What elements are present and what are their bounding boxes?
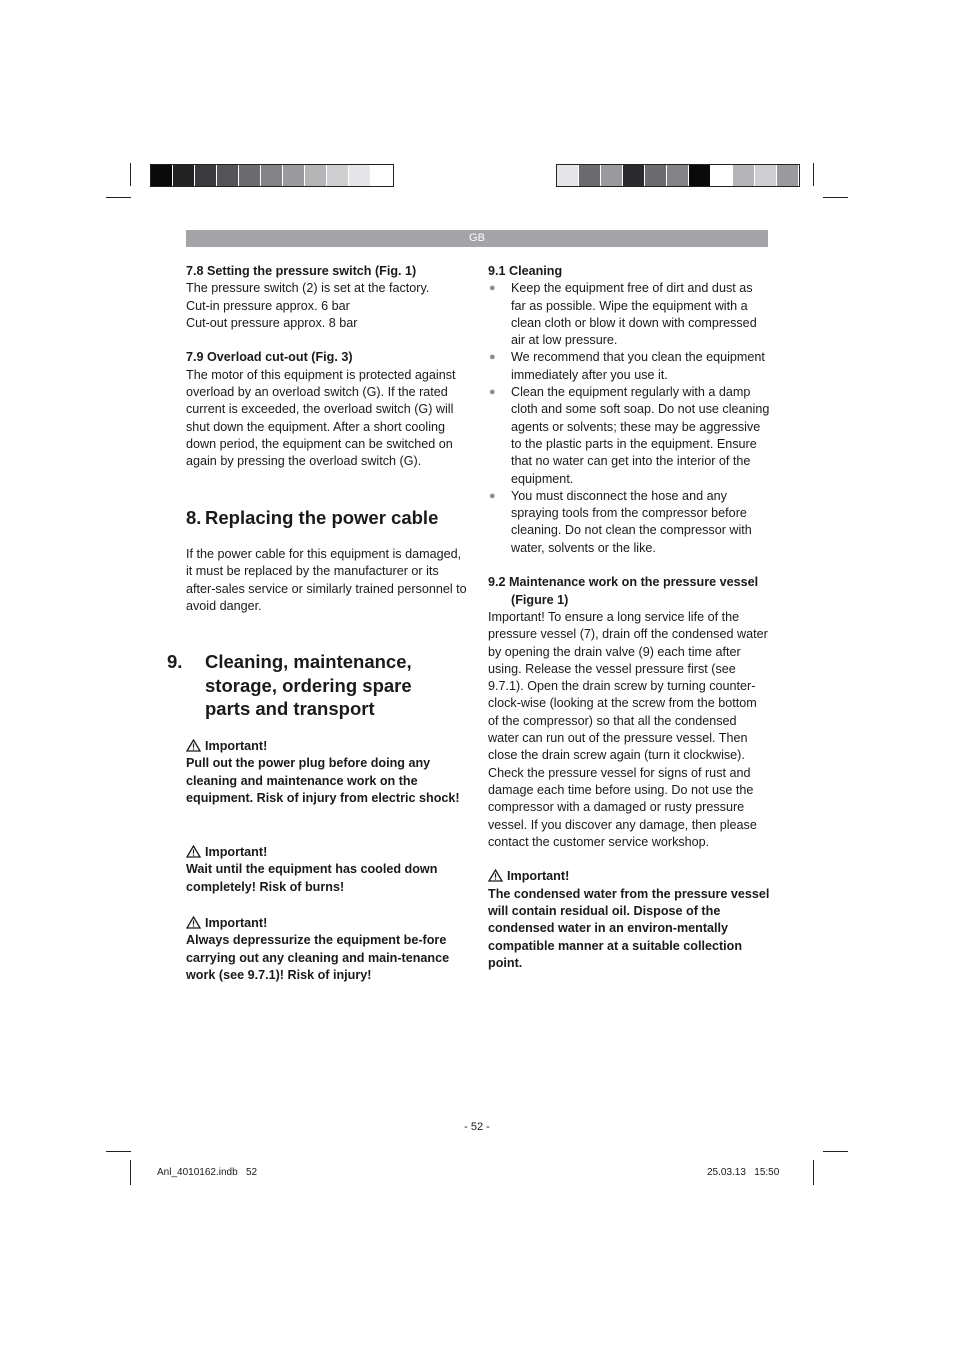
color-swatch — [755, 165, 777, 186]
file-name: Anl_4010162.indb 52 — [157, 1167, 258, 1178]
color-calibration-bar-right — [556, 164, 800, 187]
print-date: 25.03.13 15:50 — [707, 1167, 780, 1178]
color-swatch — [261, 165, 283, 186]
warning-heading: Important! — [488, 868, 770, 885]
crop-mark — [823, 197, 848, 198]
color-swatch — [371, 165, 393, 186]
crop-mark — [106, 1151, 131, 1152]
color-swatch — [557, 165, 579, 186]
warning-heading: Important! — [186, 844, 468, 861]
warning-block — [488, 868, 770, 972]
color-swatch — [173, 165, 195, 186]
paragraph: The motor of this equipment is protected against overload by an overload switch (G). If the rated current is exceeded, the overload switch (G) will shut down the equipment. After a short cooling down period, the equipment can be switched on again by pressing the overload switch (G). — [186, 367, 456, 469]
paragraph: Cut-in pressure approx. 6 bar — [186, 298, 350, 313]
right-column — [488, 263, 770, 972]
section-7-9-heading: 7.9 Overload cut-out (Fig. 3) — [186, 350, 353, 365]
color-swatch — [623, 165, 645, 186]
color-swatch — [283, 165, 305, 186]
section-9-heading: 9. Cleaning, maintenance, storage, ordering spare parts and transport — [167, 651, 412, 719]
warning-icon — [186, 845, 201, 858]
warning-text: Pull out the power plug before doing any cleaning and maintenance work on the equipment. Risk of injury from electric shock! — [186, 756, 460, 805]
warning-icon — [186, 916, 201, 929]
cleaning-list — [488, 280, 770, 557]
list-item: ● Clean the equipment regularly with a damp cloth and some soft soap. Do not use cleaning agents or solvents; these may be aggressive to the plastic parts in the equipment. Ensure that no water can get into the interior of the equipment. — [489, 385, 770, 486]
list-item: ● We recommend that you clean the equipment immediately after you use it. — [489, 350, 765, 382]
list-item: ● You must disconnect the hose and any spraying tools from the compressor before cleaning. Do not clean the compressor with water, solvents or the like. — [489, 488, 752, 555]
warning-heading: Important! — [186, 738, 468, 755]
paragraph: If the power cable for this equipment is damaged, it must be replaced by the manufacturer or its after-sales service or similarly trained personnel to avoid danger. — [186, 547, 467, 613]
color-calibration-bar-left — [150, 164, 394, 187]
crop-mark — [823, 1151, 848, 1152]
color-swatch — [733, 165, 755, 186]
warning-block — [186, 844, 468, 896]
section-8-heading: 8. Replacing the power cable — [186, 507, 439, 528]
crop-mark — [813, 1160, 814, 1185]
color-swatch — [777, 165, 799, 186]
color-swatch — [349, 165, 371, 186]
bullet-icon: ● — [489, 282, 496, 295]
section-9 — [167, 650, 456, 721]
crop-mark — [813, 163, 814, 186]
color-swatch — [645, 165, 667, 186]
paragraph: Important! To ensure a long service life of the pressure vessel (7), drain off the condensed water by opening the drain valve (9) each time after using. Release the vessel pressure first (see 9.7.1). Open the drain screw by turning counter-clock-wise (looking at the screw from the bottom of the compressor) so that all the condensed water can run out of the pressure vessel. Then close the drain screw again (turn it clockwise). Check the pressure vessel for signs of rust and damage each time before using. Do not use the compressor with a damaged or rusty pressure vessel. If you discover any damage, then please contact the customer service workshop. — [488, 609, 768, 849]
bullet-icon: ● — [489, 489, 496, 502]
color-swatch — [667, 165, 689, 186]
warning-text: Always depressurize the equipment be-fore carrying out any cleaning and main-tenance work (see 9.7.1)! Risk of injury! — [186, 933, 450, 982]
crop-mark — [130, 1160, 131, 1185]
color-swatch — [217, 165, 239, 186]
warning-heading: Important! — [186, 915, 468, 932]
section-8 — [186, 506, 468, 530]
warning-text: The condensed water from the pressure vessel will contain residual oil. Dispose of the condensed water in an environ-mentally compatible manner at a suitable collection point. — [488, 886, 770, 970]
crop-mark — [106, 197, 131, 198]
section-7-8-heading: 7.8 Setting the pressure switch (Fig. 1) — [186, 264, 417, 278]
color-swatch — [239, 165, 261, 186]
paragraph: Cut-out pressure approx. 8 bar — [186, 315, 358, 330]
section-9-2-heading: 9.2 Maintenance work on the pressure vessel (Figure 1) — [488, 575, 759, 607]
color-swatch — [327, 165, 349, 186]
color-swatch — [711, 165, 733, 186]
warning-block — [186, 738, 468, 807]
section-8-body — [186, 546, 468, 615]
warning-icon — [186, 739, 201, 752]
color-swatch — [601, 165, 623, 186]
list-item: ● Keep the equipment free of dirt and dust as far as possible. Wipe the equipment with a clean cloth or blow it down with compressed air at low pressure. — [489, 281, 757, 348]
color-swatch — [689, 165, 711, 186]
warning-block — [186, 915, 468, 984]
paragraph: The pressure switch (2) is set at the factory. — [186, 281, 430, 296]
section-9-1-heading: 9.1 Cleaning — [488, 264, 563, 278]
warning-text: Wait until the equipment has cooled down completely! Risk of burns! — [186, 862, 438, 894]
bullet-icon: ● — [489, 386, 496, 399]
crop-mark — [130, 163, 131, 186]
color-swatch — [151, 165, 173, 186]
language-header-bar — [186, 230, 768, 247]
color-swatch — [195, 165, 217, 186]
bullet-icon: ● — [489, 351, 496, 364]
left-column — [186, 263, 468, 471]
language-label: GB — [469, 232, 485, 244]
color-swatch — [579, 165, 601, 186]
warning-icon — [488, 869, 503, 882]
color-swatch — [305, 165, 327, 186]
page-number: - 52 - — [464, 1121, 490, 1133]
